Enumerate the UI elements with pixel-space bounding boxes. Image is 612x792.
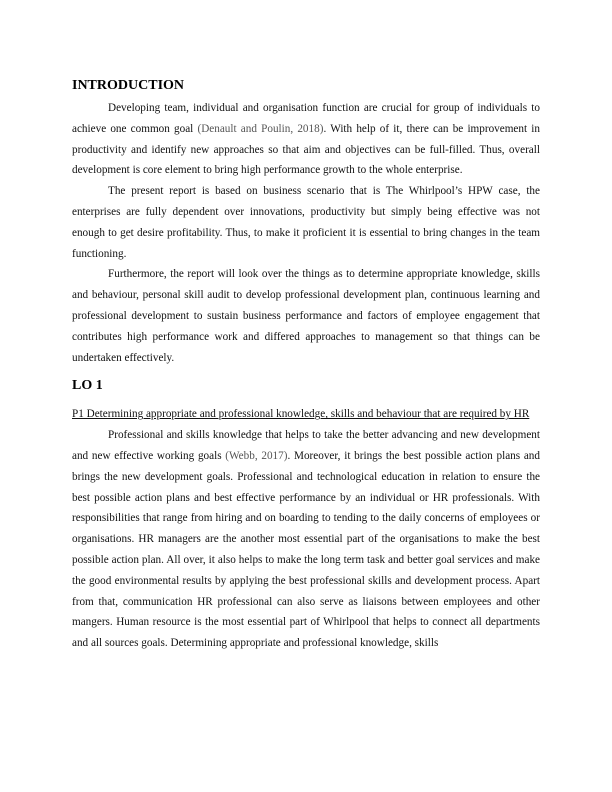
- p1-paragraph-text-b: . Moreover, it brings the best possible action plans and brings the new development goals. Professional and technological education in relation to ensure the best possible action plans and best effective performance by an individual or HR professionals. With responsibilities that range from hiring and on boarding to tending to the daily concerns of employees or organisations. HR managers are the another most essential part of the organisations to make the best possible action plan. All over, it also helps to make the long term task and better goal services and make the good environmental results by applying the best professional skills and development process. Apart from that, communication HR professional can also serve as liaisons between employees and other mangers. Human resource is the most essential part of Whirlpool that helps to connect all departments and all sources goals. Determining appropriate and professional knowledge, skills: [72, 449, 540, 650]
- intro-paragraph-2: The present report is based on business scenario that is The Whirlpool’s HPW case, the enterprises are fully dependent over innovations, productivity but simply being effective was not enough to get desire profitability. Thus, to make it proficient it is essential to bring changes in the team functioning.: [72, 185, 540, 260]
- p1-paragraph-text-a: Professional and skills knowledge that helps to take the better advancing and new development and new effective working goals: [72, 429, 540, 462]
- citation-webb: (Webb, 2017): [225, 449, 288, 462]
- document-page: [72, 76, 540, 654]
- intro-paragraph-1: [72, 98, 540, 181]
- citation-denault-poulin: (Denault and Poulin, 2018): [197, 122, 324, 135]
- intro-paragraph-3: Furthermore, the report will look over the things as to determine appropriate knowledge, skills and behaviour, personal skill audit to develop professional development plan, continuous learning and professional development to sustain business performance and factors of employee engagement that contributes high performance work and differed approaches to management so that things can be undertaken effectively.: [72, 268, 540, 364]
- p1-paragraph: [72, 425, 540, 654]
- intro-paragraph-1-text-b: . With help of it, there can be improvement in productivity and identify new approaches so that aim and objectives can be full-filled. Thus, overall development is core element to bring high performance growth to the whole enterprise.: [72, 122, 540, 177]
- lo1-heading: LO 1: [72, 378, 103, 394]
- intro-paragraph-1-text-a: Developing team, individual and organisation function are crucial for group of individuals to achieve one common goal: [72, 102, 540, 135]
- introduction-heading: INTRODUCTION: [72, 78, 185, 93]
- p1-subheading: P1 Determining appropriate and professional knowledge, skills and behaviour that are required by HR: [72, 408, 530, 421]
